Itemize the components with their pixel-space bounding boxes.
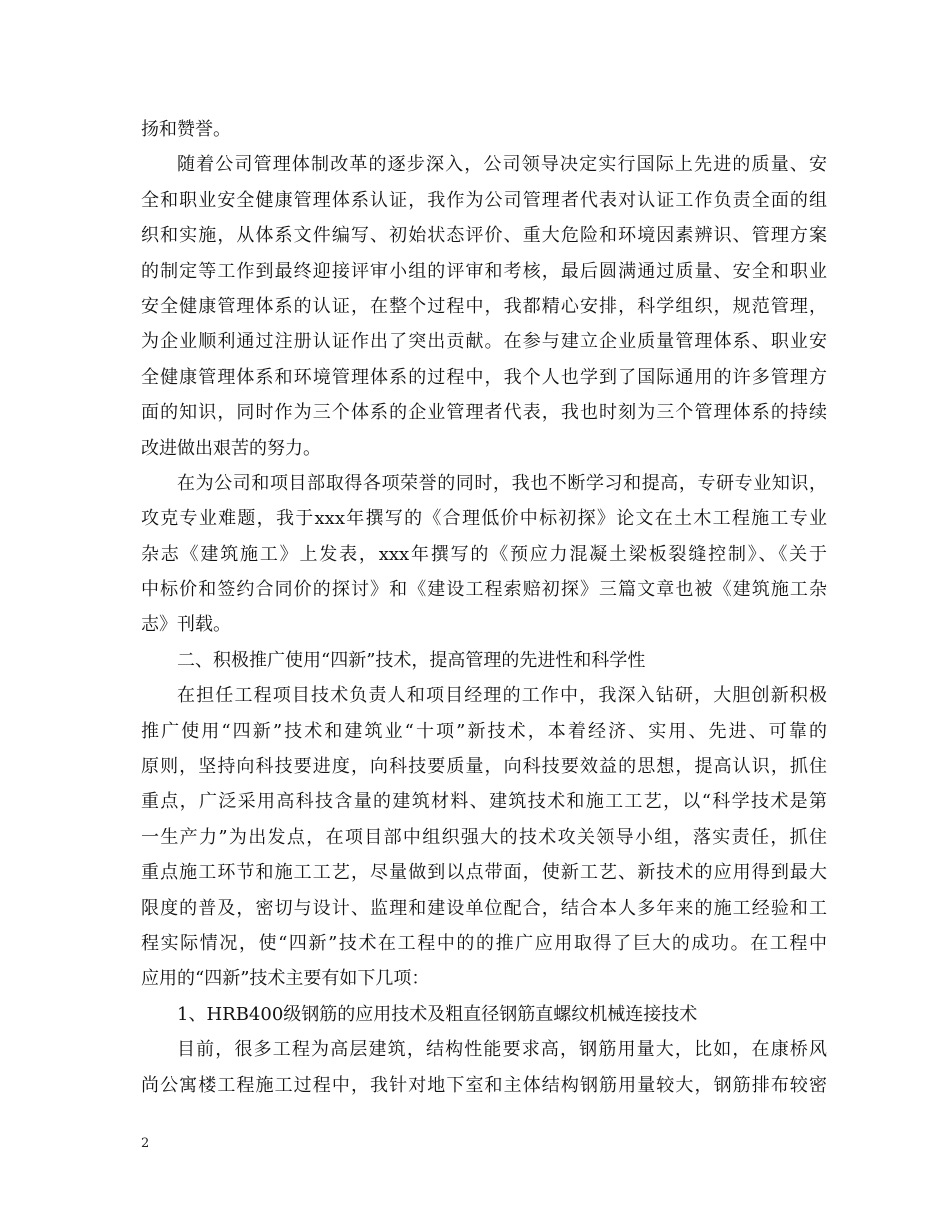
text-line: 在为公司和项目部取得各项荣誉的同时，我也不断学习和提高，专研专业知识， xyxy=(177,472,827,494)
text-line: 应用的“四新”技术主要有如下几项： xyxy=(141,968,430,990)
text-line: 改进做出艰苦的努力。 xyxy=(141,437,321,459)
text-line: 中标价和签约合同价的探讨》和《建设工程索赔初探》三篇文章也被《建筑施工杂 xyxy=(141,579,827,601)
text-line: 扬和赞誉。 xyxy=(141,119,231,140)
text-line: 1、HRB400级钢筋的应用技术及粗直径钢筋直螺纹机械连接技术 xyxy=(177,1003,698,1025)
document-body xyxy=(141,112,827,1103)
text-line: 程实际情况，使“四新”技术在工程中的的推广应用取得了巨大的成功。在工程中 xyxy=(141,932,827,954)
text-line: 杂志《建筑施工》上发表，xxx年撰写的《预应力混凝土梁板裂缝控制》、《关于 xyxy=(141,543,827,565)
text-line: 在担任工程项目技术负责人和项目经理的工作中，我深入钻研，大胆创新积极 xyxy=(177,685,827,707)
text-line: 面的知识，同时作为三个体系的企业管理者代表，我也时刻为三个管理体系的持续 xyxy=(141,402,827,424)
text-line: 重点，广泛采用高科技含量的建筑材料、建筑技术和施工工艺，以“科学技术是第 xyxy=(141,791,827,813)
text-line: 为企业顺利通过注册认证作出了突出贡献。在参与建立企业质量管理体系、职业安 xyxy=(141,331,827,353)
text-line: 重点施工环节和施工工艺，尽量做到以点带面，使新工艺、新技术的应用得到最大 xyxy=(141,862,827,884)
text-line: 随着公司管理体制改革的逐步深入，公司领导决定实行国际上先进的质量、安 xyxy=(177,154,827,176)
text-line: 的制定等工作到最终迎接评审小组的评审和考核，最后圆满通过质量、安全和职业 xyxy=(141,260,827,282)
text-line: 一生产力”为出发点，在项目部中组织强大的技术攻关领导小组，落实责任，抓住 xyxy=(141,826,827,848)
text-line: 尚公寓楼工程施工过程中，我针对地下室和主体结构钢筋用量较大，钢筋排布较密 xyxy=(141,1074,827,1096)
text-line: 限度的普及，密切与设计、监理和建设单位配合，结合本人多年来的施工经验和工 xyxy=(141,897,827,919)
text-line: 全健康管理体系和环境管理体系的过程中，我个人也学到了国际通用的许多管理方 xyxy=(141,366,827,388)
text-line: 原则，坚持向科技要进度，向科技要质量，向科技要效益的思想，提高认识，抓住 xyxy=(141,756,827,778)
text-line: 织和实施，从体系文件编写、初始状态评价、重大危险和环境因素辨识、管理方案 xyxy=(141,225,827,247)
text-line: 志》刊载。 xyxy=(141,614,231,636)
text-line: 推广使用“四新”技术和建筑业“十项”新技术，本着经济、实用、先进、可靠的 xyxy=(141,720,827,742)
page-number: 2 xyxy=(141,1136,150,1151)
text-line: 安全健康管理体系的认证，在整个过程中，我都精心安排，科学组织，规范管理， xyxy=(141,295,827,317)
text-line: 目前，很多工程为高层建筑，结构性能要求高，钢筋用量大，比如，在康桥风 xyxy=(177,1039,827,1061)
text-line: 全和职业安全健康管理体系认证，我作为公司管理者代表对认证工作负责全面的组 xyxy=(141,189,827,211)
text-line: 二、积极推广使用“四新”技术，提高管理的先进性和科学性 xyxy=(177,649,646,671)
text-line: 攻克专业难题，我于xxx年撰写的《合理低价中标初探》论文在土木工程施工专业 xyxy=(141,508,827,530)
